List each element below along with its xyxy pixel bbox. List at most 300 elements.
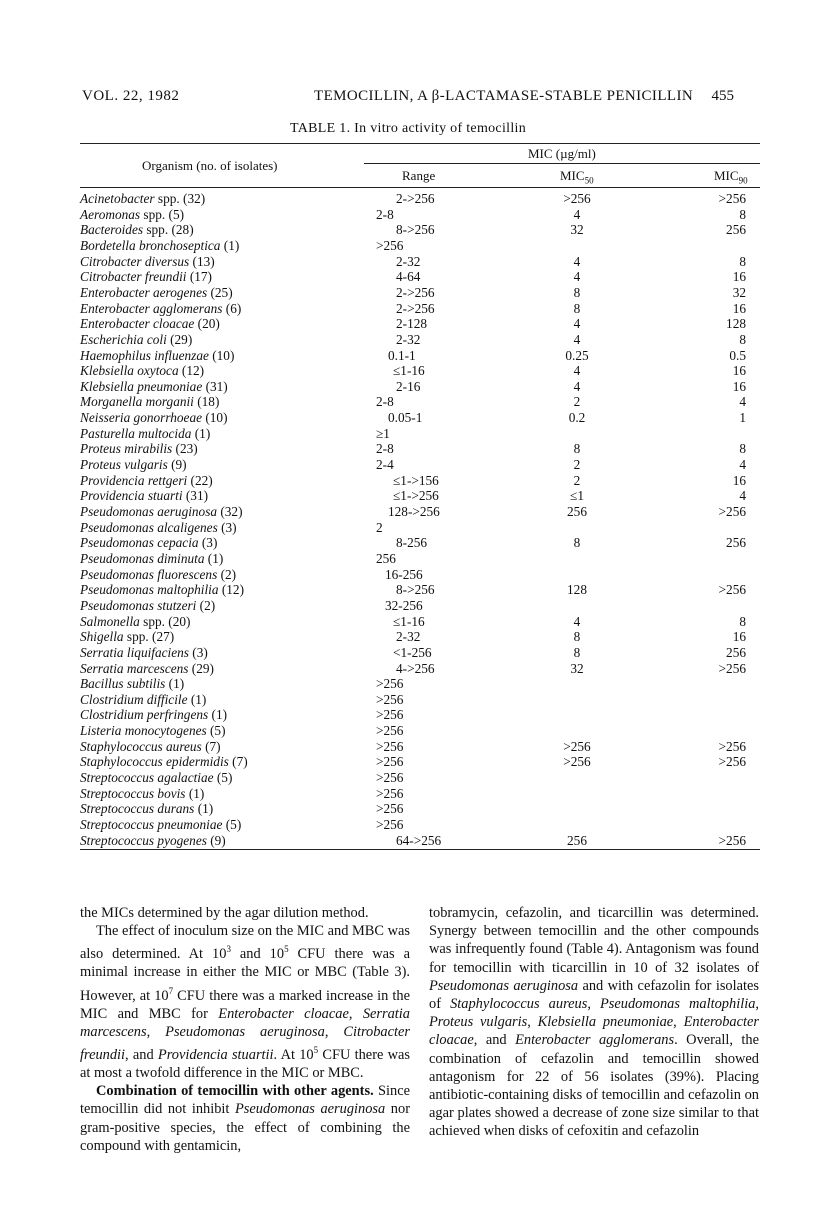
isolate-count: (18) (193, 394, 220, 410)
organism-name: Enterobacter cloacae (80, 316, 195, 332)
organism-name: Pseudomonas maltophilia (80, 582, 219, 598)
text-run: . Overall, the combination of cefazolin and temocillin showed antagonism for 22 of 56 isolates (39%). Placing antibiotic-containing disks of temocillin and cefazolin on agar plates showed a decrease of zone size similar to that achieved when disks of cefoxitin and cefazolin (429, 1032, 759, 1140)
organism-cell (80, 394, 219, 410)
range-cell: <1-256 (393, 644, 432, 660)
organism-cell (80, 238, 239, 254)
range-cell: 2-32 (396, 629, 421, 645)
mic90-cell: 32 (732, 284, 746, 300)
table-row (0, 238, 816, 254)
organism-name: Klebsiella oxytoca (80, 363, 179, 379)
organism-cell (80, 504, 243, 520)
range-cell: 2->256 (396, 300, 435, 316)
mic90-base-text: MIC (714, 168, 739, 183)
table-row (0, 473, 816, 489)
table-row (0, 285, 816, 301)
table-row (0, 457, 816, 473)
text-run: CFU there was a minimal increase in either the MIC or MBC (Table 3). However, at 10 (80, 946, 410, 1004)
isolate-count: (9) (167, 457, 187, 473)
mic90-cell: >256 (718, 738, 746, 754)
range-cell: 128->256 (388, 504, 440, 519)
text-run: nor gram-positive species, the effect of combining the compound with gentamicin, (80, 1101, 410, 1154)
mic50-cell: 4 (573, 613, 581, 629)
organism-column-header: Organism (no. of isolates) (142, 158, 278, 173)
range-cell: >256 (376, 801, 404, 817)
isolate-count: (29) (166, 331, 193, 347)
organism-cell (80, 833, 226, 849)
isolate-count: (23) (172, 441, 198, 457)
organism-cell (80, 614, 190, 630)
species-abbrev: spp. (143, 613, 165, 629)
organism-cell (80, 426, 210, 442)
range-cell: 256 (376, 550, 396, 566)
organism-cell (80, 207, 184, 223)
page-number: 455 (711, 88, 734, 104)
isolate-count: (3) (217, 519, 237, 535)
organism-name: Morganella morganii (80, 394, 194, 410)
mic90-cell: 16 (732, 300, 746, 316)
organism-cell (80, 707, 227, 723)
organism-cell (80, 817, 241, 833)
isolate-count: (1) (185, 785, 205, 801)
organism-cell (80, 629, 174, 645)
organism-name: Providencia stuartii (157, 1046, 274, 1063)
range-cell: >256 (376, 785, 404, 801)
mic50-cell: 0.2 (568, 410, 586, 426)
mic50-cell: 256 (567, 832, 587, 848)
mic50-cell: 8 (573, 629, 581, 645)
isolate-count: (7) (228, 754, 248, 770)
isolate-count: (29) (188, 660, 214, 676)
organism-cell (80, 348, 234, 364)
organism-name: Salmonella (80, 613, 140, 629)
isolate-count: (3) (198, 535, 218, 551)
organism-name: Klebsiella pneumoniae (537, 1014, 674, 1031)
mic50-cell: 128 (567, 582, 587, 598)
text-run: , and (473, 1032, 516, 1049)
mic90-cell: 16 (732, 378, 746, 394)
table-row (0, 222, 816, 238)
text-run: , (673, 1014, 684, 1031)
range-cell: 2-8 (376, 441, 394, 457)
organism-name: Pseudomonas diminuta (80, 550, 205, 566)
organism-name: Enterobacter agglomerans (515, 1032, 675, 1049)
table-row (0, 645, 816, 661)
table-row (0, 770, 816, 786)
mic90-cell: 8 (739, 206, 746, 222)
range-cell: 0.1-1 (388, 347, 416, 363)
isolate-count: (1) (165, 676, 185, 692)
organism-name: Pseudomonas aeruginosa (429, 977, 579, 994)
mic90-cell: 256 (726, 222, 746, 238)
organism-name: Proteus vulgaris (429, 1014, 528, 1031)
organism-name: Klebsiella pneumoniae (80, 378, 203, 394)
organism-name: Providencia rettgeri (80, 472, 188, 488)
mic90-cell: 16 (732, 629, 746, 645)
table-row (0, 707, 816, 723)
range-cell: 8-256 (396, 535, 428, 551)
mic50-cell: 4 (573, 316, 581, 332)
organism-name: Pseudomonas aeruginosa (165, 1023, 325, 1040)
range-cell: >256 (376, 237, 404, 253)
table-row (0, 676, 816, 692)
isolate-count: (5) (165, 206, 185, 222)
isolate-count: (22) (187, 472, 213, 488)
table-row (0, 661, 816, 677)
organism-cell (80, 379, 228, 395)
text-run: , (755, 996, 759, 1013)
organism-name: Providencia stuarti (80, 488, 183, 504)
organism-name: Listeria monocytogenes (80, 723, 207, 739)
table-row (0, 723, 816, 739)
organism-name: Citrobacter freundii (80, 1023, 410, 1063)
organism-name: Streptococcus pneumoniae (80, 817, 223, 832)
mic90-cell: >256 (718, 754, 746, 770)
range-cell: 16-256 (385, 566, 423, 582)
text-run: , (146, 1023, 166, 1040)
mic50-cell: 8 (573, 441, 581, 457)
isolate-count: (6) (222, 300, 242, 316)
organism-name: Staphylococcus aureus (80, 738, 202, 754)
running-header (82, 88, 734, 108)
range-cell: ≤1-16 (393, 613, 425, 629)
organism-name: Haemophilus influenzae (80, 347, 209, 363)
mic50-cell: 4 (573, 331, 581, 347)
table-row (0, 739, 816, 755)
text-run: Since temocillin did not inhibit (80, 1083, 411, 1118)
species-abbrev: spp. (126, 629, 149, 645)
mic50-cell: ≤1 (570, 488, 584, 504)
range-cell: 2-32 (396, 331, 421, 347)
text-run: , (587, 996, 600, 1013)
isolate-count: (1) (204, 550, 224, 566)
mic90-cell: 256 (726, 535, 746, 551)
table-row (0, 410, 816, 426)
table-row (0, 301, 816, 317)
organism-cell (80, 739, 221, 755)
isolate-count: (27) (148, 629, 175, 645)
journal-volume: VOL. 22, 1982 (82, 88, 180, 104)
table-row (0, 629, 816, 645)
table-row (0, 614, 816, 630)
left-text-column (80, 904, 410, 1155)
table-row (0, 833, 816, 849)
mic90-cell: 4 (739, 457, 746, 473)
isolate-count: (10) (202, 410, 228, 426)
range-cell: ≤1-16 (393, 363, 425, 379)
isolate-count: (3) (188, 644, 208, 660)
organism-name: Clostridium difficile (80, 691, 188, 707)
mic50-cell: 8 (573, 284, 581, 300)
table-row (0, 598, 816, 614)
organism-name: Pseudomonas fluorescens (80, 566, 218, 582)
range-cell: 2-128 (396, 316, 428, 332)
organism-name: Streptococcus durans (80, 801, 195, 817)
text-run: CFU there was at most a twofold difference in the MIC or MBC. (80, 1046, 410, 1082)
mic90-cell: 4 (739, 488, 746, 504)
organism-name: Serratia liquifaciens (80, 644, 189, 660)
organism-name: Enterobacter cloacae (218, 1005, 349, 1022)
text-run: , (324, 1023, 344, 1040)
range-cell: >256 (376, 691, 404, 707)
organism-name: Pseudomonas alcaligenes (80, 519, 218, 535)
paragraph-inoculum-effect (80, 922, 410, 1082)
range-cell: 32-256 (385, 597, 423, 613)
mic50-cell: 0.25 (565, 347, 589, 363)
mic50-cell: 4 (573, 269, 581, 285)
text-run: , (527, 1014, 538, 1031)
mic50-cell: 32 (570, 222, 584, 238)
isolate-count: (9) (206, 832, 226, 848)
mic90-cell: 256 (726, 644, 746, 660)
table-row (0, 551, 816, 567)
range-cell: 64->256 (396, 832, 442, 848)
organism-name: Streptococcus bovis (80, 785, 186, 801)
table-row (0, 567, 816, 583)
organism-cell (80, 582, 244, 598)
text-run: and with cefazolin for isolates of (429, 977, 759, 1013)
mic50-base-text: MIC (560, 168, 585, 183)
organism-cell (80, 316, 220, 332)
mic90-cell: 128 (726, 316, 746, 332)
table-row (0, 535, 816, 551)
table-row (0, 801, 816, 817)
range-cell: 2->256 (396, 191, 435, 206)
organism-name: Enterobacter agglomerans (80, 300, 223, 316)
mic90-cell: 1 (739, 410, 746, 426)
organism-cell (80, 473, 213, 489)
mic-group-rule (364, 163, 760, 164)
superscript: 7 (168, 985, 174, 996)
mic90-cell: 8 (739, 253, 746, 269)
paragraph-combination (80, 1082, 410, 1155)
mic50-cell: >256 (563, 754, 591, 770)
range-column-header: Range (402, 168, 436, 183)
organism-cell (80, 692, 206, 708)
isolate-count: (1) (187, 691, 207, 707)
organism-cell (80, 645, 208, 661)
organism-cell (80, 222, 194, 238)
table-caption: TABLE 1. In vitro activity of temocillin (290, 121, 526, 136)
organism-name: Staphylococcus epidermidis (80, 754, 229, 770)
range-cell: 2-16 (396, 378, 421, 394)
range-cell: 2-32 (396, 253, 421, 269)
organism-cell (80, 598, 215, 614)
table-row (0, 207, 816, 223)
organism-name: Pasturella multocida (80, 425, 192, 441)
isolate-count: (13) (189, 253, 215, 269)
table-row (0, 394, 816, 410)
organism-cell (80, 723, 226, 739)
organism-cell (80, 567, 236, 583)
paragraph-continuation: the MICs determined by the agar dilution method. (80, 905, 369, 921)
mic50-cell: 8 (573, 300, 581, 316)
mic50-cell: 4 (573, 363, 581, 379)
organism-name: Bacteroides (80, 222, 144, 238)
table-row (0, 692, 816, 708)
isolate-count: (12) (178, 363, 205, 379)
organism-name: Pseudomonas maltophilia (600, 996, 756, 1013)
mic90-cell: 8 (739, 613, 746, 629)
organism-cell (80, 457, 187, 473)
organism-cell (80, 661, 214, 677)
isolate-count: (2) (196, 597, 216, 613)
organism-cell (80, 786, 204, 802)
range-cell: >256 (376, 707, 404, 723)
table-bottom-rule (80, 849, 760, 850)
organism-name: Proteus mirabilis (80, 441, 173, 457)
organism-name: Pseudomonas cepacia (80, 535, 199, 551)
table-row (0, 582, 816, 598)
organism-name: Neisseria gonorrhoeae (80, 410, 203, 426)
isolate-count: (10) (208, 347, 235, 363)
organism-name: Pseudomonas aeruginosa (234, 1101, 386, 1118)
organism-name: Serratia marcescens (80, 1005, 410, 1040)
organism-cell (80, 301, 241, 317)
mic50-cell: 32 (570, 660, 584, 676)
mic90-cell: >256 (718, 504, 746, 519)
table-row (0, 191, 816, 207)
text-run: , (348, 1005, 363, 1022)
range-cell: >256 (376, 770, 404, 786)
table-row (0, 426, 816, 442)
isolate-count: (17) (186, 269, 212, 285)
species-abbrev: spp. (146, 222, 169, 238)
table-row (0, 520, 816, 536)
organism-cell (80, 770, 232, 786)
isolate-count: (31) (202, 378, 228, 394)
organism-name: Citrobacter freundii (80, 269, 187, 285)
range-cell: ≥1 (376, 425, 390, 441)
isolate-count: (20) (164, 613, 191, 629)
table-row (0, 786, 816, 802)
organism-cell (80, 254, 215, 270)
table-row (0, 817, 816, 833)
organism-name: Clostridium perfringens (80, 707, 209, 723)
isolate-count: (31) (182, 488, 209, 504)
organism-name: Proteus vulgaris (80, 457, 168, 473)
range-cell: 2-8 (376, 394, 394, 410)
section-heading: Combination of temocillin with other agents. (96, 1083, 374, 1100)
table-top-rule (80, 143, 760, 144)
paragraph-synergy (429, 904, 759, 1141)
range-cell: ≤1->156 (393, 472, 439, 488)
isolate-count: (25) (207, 284, 233, 300)
organism-name: Streptococcus pyogenes (80, 832, 207, 848)
superscript: 5 (284, 944, 289, 955)
organism-name: Bacillus subtilis (80, 676, 166, 692)
mic90-cell: >256 (718, 832, 746, 848)
range-cell: >256 (376, 738, 404, 754)
organism-cell (80, 441, 198, 457)
isolate-count: (5) (222, 817, 242, 832)
mic90-cell: 16 (732, 269, 746, 285)
organism-name: Aeromonas (80, 206, 141, 222)
mic90-cell: 4 (739, 394, 746, 410)
organism-name: Bordetella bronchoseptica (80, 237, 221, 253)
isolate-count: (32) (217, 504, 243, 519)
text-run: , and (125, 1046, 158, 1063)
isolate-count: (12) (218, 582, 244, 598)
organism-name: Serratia marcescens (80, 660, 189, 676)
mic90-cell: 16 (732, 363, 746, 379)
superscript: 5 (313, 1045, 319, 1056)
table-row (0, 316, 816, 332)
range-cell: 8->256 (396, 222, 435, 238)
range-cell: ≤1->256 (393, 488, 439, 504)
organism-name: Escherichia coli (80, 331, 167, 347)
range-cell: 4->256 (396, 660, 435, 676)
organism-cell (80, 285, 233, 301)
text-run: . At 10 (273, 1046, 314, 1063)
isolate-count: (20) (194, 316, 220, 332)
organism-name: Staphylococcus aureus (450, 996, 588, 1013)
species-abbrev: spp. (143, 206, 166, 222)
mic50-cell: 4 (573, 378, 581, 394)
mic50-cell: 8 (573, 644, 581, 660)
table-row (0, 269, 816, 285)
mic50-cell: 4 (573, 253, 581, 269)
table-header-rule (80, 187, 760, 188)
organism-cell (80, 520, 237, 536)
organism-cell (80, 332, 192, 348)
organism-name: Pseudomonas aeruginosa (80, 504, 218, 519)
table-row (0, 348, 816, 364)
text-run: and 10 (230, 946, 285, 963)
range-cell: >256 (376, 676, 404, 692)
isolate-count: (7) (201, 738, 221, 754)
organism-name: Enterobacter cloacae (429, 1014, 759, 1049)
mic50-cell: 256 (567, 504, 587, 519)
organism-name: Acinetobacter (80, 191, 155, 206)
organism-cell (80, 363, 204, 379)
organism-name: Streptococcus agalactiae (80, 770, 214, 786)
mic50-cell: 2 (573, 472, 581, 488)
isolate-count: (32) (179, 191, 206, 206)
range-cell: 2 (376, 519, 383, 535)
mic50-cell: 8 (573, 535, 581, 551)
range-cell: 2-4 (376, 457, 394, 473)
mic50-column-header (560, 168, 594, 186)
organism-cell (80, 801, 213, 817)
organism-name: Pseudomonas stutzeri (80, 597, 197, 613)
mic50-cell: 2 (573, 394, 581, 410)
mic90-cell: 0.5 (729, 347, 746, 363)
organism-name: Enterobacter aerogenes (80, 284, 208, 300)
range-cell: >256 (376, 817, 404, 832)
mic90-cell: 8 (739, 441, 746, 457)
running-title: TEMOCILLIN, A β-LACTAMASE-STABLE PENICILLIN (314, 88, 694, 104)
mic90-cell: 16 (732, 472, 746, 488)
isolate-count: (2) (217, 566, 237, 582)
organism-cell (80, 535, 217, 551)
mic90-subscript: 90 (738, 175, 748, 186)
range-cell: 4-64 (396, 269, 421, 285)
mic90-cell: 8 (739, 331, 746, 347)
isolate-count: (1) (220, 237, 240, 253)
mic90-cell: >256 (718, 582, 746, 598)
isolate-count: (1) (191, 425, 211, 441)
mic-column-group-header: MIC (µg/ml) (528, 146, 596, 161)
mic90-cell: >256 (718, 660, 746, 676)
mic50-cell: 4 (573, 206, 581, 222)
range-cell: 2-8 (376, 206, 394, 222)
table-row (0, 254, 816, 270)
organism-cell (80, 551, 223, 567)
isolate-count: (28) (168, 222, 194, 238)
organism-cell (80, 488, 208, 504)
table-row (0, 379, 816, 395)
table-row (0, 332, 816, 348)
